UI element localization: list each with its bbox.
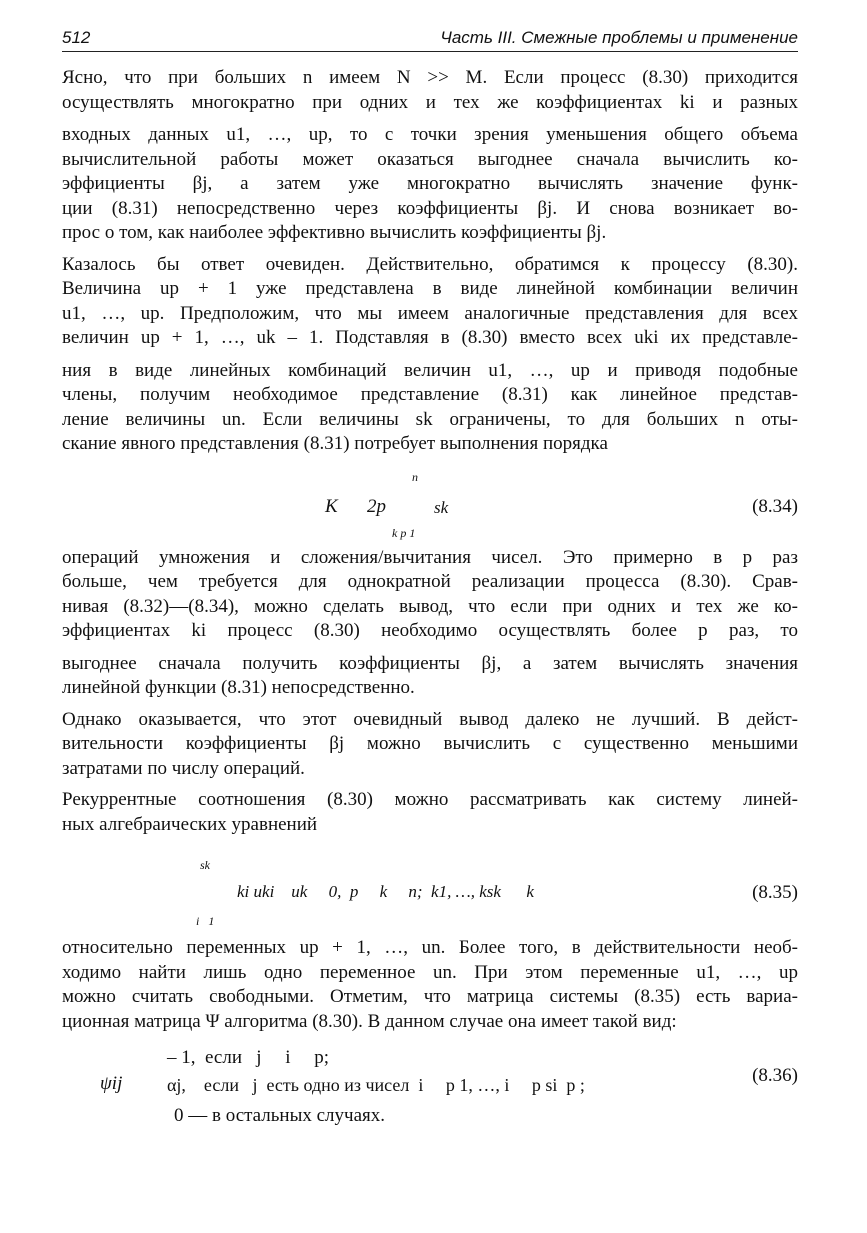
text-line: ния в виде линейных комбинаций величин u1, …, up и приводя подобные [62, 359, 798, 381]
paragraph-2 [62, 253, 798, 457]
text-line: выгоднее сначала получить коэффициенты βj, а затем вычислять значения [62, 652, 798, 674]
text-line: можно считать свободными. Отметим, что матрица системы (8.35) есть вариа- [62, 986, 798, 1007]
text-line: затратами по числу операций. [62, 757, 305, 779]
eq-lhs: ψij [100, 1073, 123, 1094]
paragraph-3 [62, 546, 798, 701]
eq-lower-limit: i 1 [196, 914, 215, 928]
eq-upper-limit: n [412, 469, 418, 484]
text-line: входных данных u1, …, up, то с точки зрения уменьшения общего объема [62, 124, 798, 145]
page-header [62, 28, 798, 52]
paragraph-4 [62, 708, 798, 782]
text-line: ление величины un. Если величины sk ограничены, то для больших n оты- [62, 408, 798, 430]
eq-upper-limit: sk [200, 858, 210, 872]
equation-8-34 [62, 464, 798, 546]
eq-lhs: K [325, 495, 338, 517]
text-line: вительности коэффициенты βj можно вычислить с существенно меньшими [62, 733, 798, 754]
eq-coef: 2p [367, 495, 386, 517]
paragraph-5 [62, 788, 798, 837]
text-line: больше, чем требуется для однократной реализации процесса (8.30). Срав- [62, 571, 798, 592]
text-line: прос о том, как наиболее эффективно вычислить коэффициенты βj. [62, 222, 607, 243]
text-line: нивая (8.32)—(8.34), можно сделать вывод, что если при одних и тех же ко- [62, 595, 798, 617]
page-number: 512 [62, 28, 91, 47]
text-line: ных алгебраических уравнений [62, 813, 318, 835]
equation-8-35 [62, 844, 798, 936]
equation-number: (8.34) [752, 495, 798, 517]
text-line: величин up + 1, …, uk – 1. Подставляя в (8.30) вместо всех uki их представле- [62, 327, 798, 348]
text-line: операций умножения и сложения/вычитания чисел. Это примерно в p раз [62, 546, 798, 568]
text-line: Рекуррентные соотношения (8.30) можно рассматривать как систему линей- [62, 789, 798, 810]
text-line: линейной функции (8.31) непосредственно. [62, 677, 415, 698]
eq-body: sk [434, 497, 449, 517]
text-line: относительно переменных up + 1, …, un. Более того, в действительности необ- [62, 937, 798, 958]
text-line: Величина up + 1 уже представлена в виде линейной комбинации величин [62, 278, 798, 299]
equation-number: (8.35) [752, 882, 798, 903]
running-title: Часть III. Смежные проблемы и применение [440, 28, 798, 47]
text-line: Ясно, что при больших n имеем N >> M. Если процесс (8.30) приходится [62, 67, 798, 88]
equation-number: (8.36) [752, 1065, 798, 1086]
text-line: Казалось бы ответ очевиден. Действительно, обратимся к процессу (8.30). [62, 253, 798, 275]
text-line: осуществлять многократно при одних и тех же коэффициентах ki и разных [62, 91, 798, 113]
text-line: члены, получим необходимое представление (8.31) как линейное представ- [62, 384, 798, 405]
text-line: ции (8.31) непосредственно через коэффициенты βj. И снова возникает во- [62, 197, 798, 219]
equation-8-36 [62, 1041, 798, 1133]
eq-case-1: – 1, если j i p; [167, 1047, 330, 1068]
text-line: вычислительной работы может оказаться выгоднее сначала вычислить ко- [62, 148, 798, 170]
book-page [62, 28, 798, 1133]
paragraph-1 [62, 66, 798, 246]
text-line: скание явного представления (8.31) потребует выполнения порядка [62, 433, 608, 454]
text-line: ционная матрица Ψ алгоритма (8.30). В данном случае она имеет такой вид: [62, 1010, 677, 1032]
text-line: эффициентах ki процесс (8.30) необходимо осуществлять более p раз, то [62, 620, 798, 641]
eq-case-2: αj, если j есть одно из чисел i p 1, …, i p si p ; [167, 1075, 585, 1095]
paragraph-6 [62, 936, 798, 1034]
text-line: ходимо найти лишь одно переменное un. При этом переменные u1, …, up [62, 961, 798, 983]
text-line: u1, …, up. Предположим, что мы имеем аналогичные представления для всех [62, 302, 798, 324]
eq-case-3: 0 — в остальных случаях. [174, 1105, 385, 1126]
eq-body: ki uki uk 0, p k n; k1, …, ksk k [237, 882, 534, 901]
text-line: эффициенты βj, а затем уже многократно вычислять значение функ- [62, 173, 798, 194]
eq-lower-limit: k p 1 [392, 525, 416, 540]
text-line: Однако оказывается, что этот очевидный вывод далеко не лучший. В дейст- [62, 708, 798, 730]
